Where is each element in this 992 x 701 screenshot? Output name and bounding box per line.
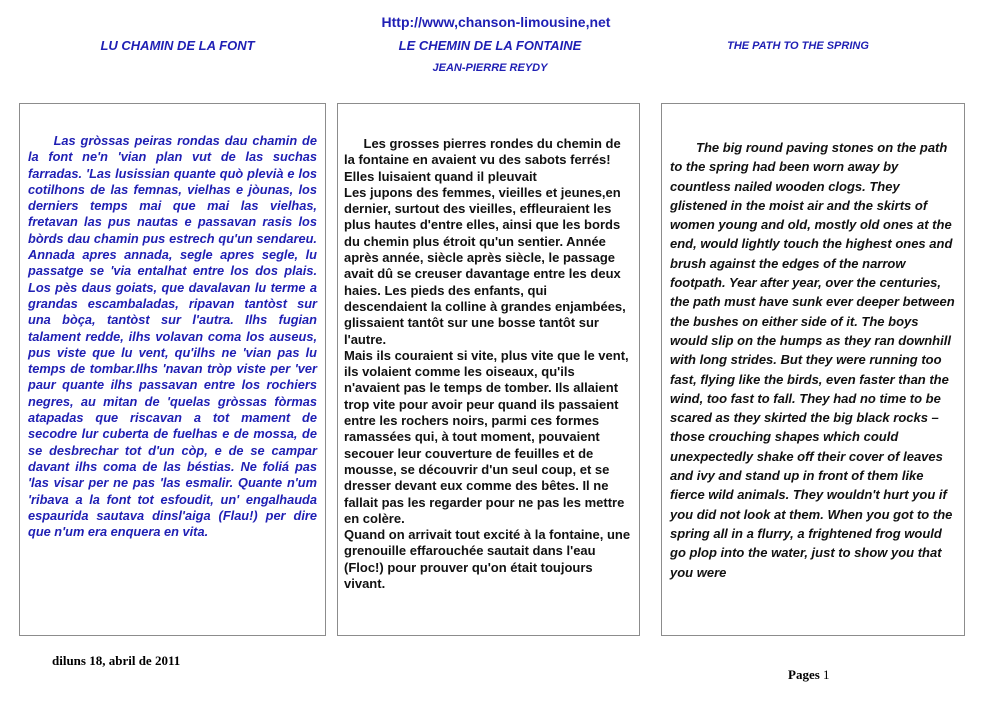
french-text-column <box>337 103 640 636</box>
title-english: THE PATH TO THE SPRING <box>727 40 869 52</box>
source-url: Http://www,chanson-limousine,net <box>381 14 611 30</box>
english-text-column <box>661 103 965 636</box>
french-text: Les grosses pierres rondes du chemin de la fontaine en avaient vu des sabots ferrés! Elles luisaient quand il pleuvait Les jupons des femmes, vieilles et jeunes,en dernier, surtout des vieilles, effleuraient les plus hautes d'entre elles, ainsi que les bords du chemin plus étroit qu'un sentier. Année après année, siècle après siècle, le passage avait dû se creuser davantage entre les deux haies. Les pieds des enfants, qui descendaient la colline à grandes enjambées, glissaient tantôt sur une bosse tantôt sur l'autre. Mais ils couraient si vite, plus vite que le vent, ils volaient comme les oiseaux, qu'ils n'avaient pas le temps de tomber. Ils allaient trop vite pour avoir peur quand ils passaient entre les rochers noirs, parmi ces formes ramassées qui, à tout moment, pouvaient secouer leur couverture de feuilles et de mousse, se découvrir d'un seul coup, et se dresser devant eux comme des bêtes. Il ne fallait pas les regarder pour ne pas les mettre en colère. Quand on arrivait tout excité à la fontaine, une grenouille effarouchée sautait dans l'eau (Floc!) pour prouver qu'on était toujours vivant. <box>344 136 631 592</box>
title-occitan: LU CHAMIN DE LA FONT <box>100 38 255 53</box>
pages-label: Pages <box>788 667 820 682</box>
footer-date: diluns 18, abril de 2011 <box>52 653 181 668</box>
occitan-text: Las gròssas peiras rondas dau chamin de la font ne'n 'vian plan vut de las suchas farradas. 'Las lusissian quante quò plevià e los cotilhons de las femnas, vielhas e jòunas, los derniers temps mai que mai las vielhas, fretavan las pus nautas e passavan rasis los bòrds dau chamin pus estrech qu'un sendareu. Annada apres annada, segle apres segle, lu passatge se 'via entalhat entre los dos plais. Los pès daus goiats, que davalavan lu terme a grandas escambaladas, ripavan tantòst sur una bòça, tantòst sur l'autra. Ilhs fugian talament redde, ilhs volavan coma los auseus, pus viste que lu vent, qu'ilhs ne 'vian pas lu temps de tombar.Ilhs 'navan tròp viste per 'ver paur quante ilhs passavan entre los rochiers negres, au mitan de 'quelas gròssas fòrmas atapadas que riscavan a tot mament de secodre lur cuberta de fuelhas e de mossa, de se desbrechar tot d'un còp, e de se campar davant ilhs coma de las béstias. Ne foliá pas 'las visar per ne pas 'las esmalir. Quante n'um 'ribava a la font tot esfoudit, un' engalhauda espaurida sautava dinsl'aiga (Flau!) per dire que n'um era enquera en vita. <box>28 133 317 540</box>
title-french: LE CHEMIN DE LA FONTAINE <box>398 38 582 53</box>
author-name: JEAN-PIERRE REYDY <box>432 62 548 74</box>
occitan-text-column <box>19 103 326 636</box>
page-number: 1 <box>823 667 830 682</box>
english-text: The big round paving stones on the path to the spring had been worn away by countless nailed wooden clogs. They glistened in the moist air and the skirts of women young and old, mostly old ones at the end, would lightly touch the highest ones and brush against the edges of the narrow footpath. Year after year, over the centuries, the path must have sunk ever deeper between the bushes on either side of it. The boys would slip on the humps as they ran downhill with long strides. But they were running too fast, flying like the birds, even faster than the wind, too fast to fall. They had no time to be scared as they skirted the big black rocks – those crouching shapes which could unexpectedly shake off their cover of leaves and ivy and stand up in front of them like fierce wild animals. They wouldn't hurt you if you did not look at them. When you got to the spring all in a flurry, a frightened frog would go plop into the water, just to show you that you were <box>670 140 955 580</box>
page-indicator <box>788 667 830 683</box>
